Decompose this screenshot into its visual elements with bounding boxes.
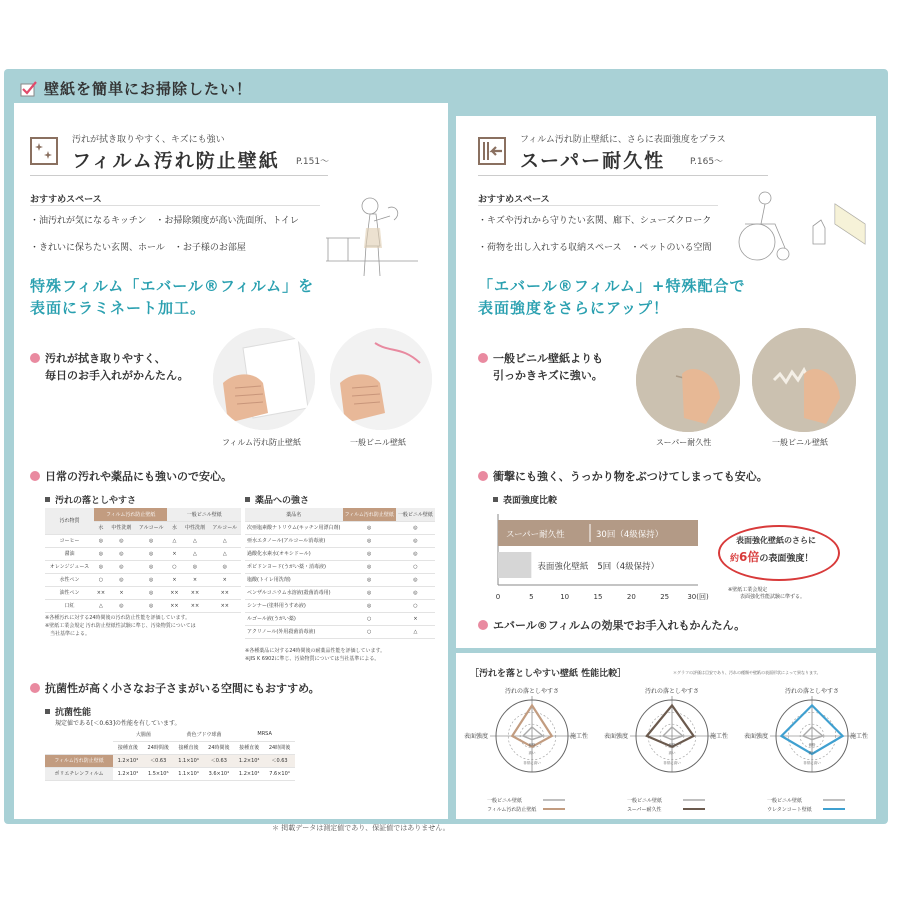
sparkle-icon — [30, 137, 58, 165]
radar-axis-label: 施工性 — [850, 733, 869, 740]
section-square — [245, 497, 250, 502]
bar-data-label: 30回（4級保持） — [596, 530, 664, 540]
x-tick-label: 25 — [660, 593, 670, 601]
table1-note-3: 当社基準による。 — [45, 631, 91, 637]
table-row: コーヒー ◎ ◎ ◎ △ △ △ — [45, 534, 241, 547]
table-row: 油性ペン ×× × ◎ ×× ×× ×× — [45, 586, 241, 599]
radar-axis-label: 表面強度 — [463, 733, 488, 740]
bar — [498, 552, 531, 578]
left-point3: 抗菌性が高く小さなお子さまがいる空間にもおすすめ。 — [45, 682, 320, 695]
bullet-dot — [30, 471, 40, 481]
radar-axis-label: 非常に高い — [523, 761, 541, 765]
bullet-dot — [478, 471, 488, 481]
table-subheader: 水 — [167, 521, 181, 534]
right-lead-2: 表面強度をさらにアップ！ — [478, 299, 669, 317]
radar-series-highlight — [647, 705, 694, 746]
footer-note: ＊ 掲載データは測定値であり、保証値ではありません。 — [272, 824, 450, 832]
vinyl-wallpaper-photo — [330, 328, 432, 430]
page-title: 壁紙を簡単にお掃除したい！ — [44, 80, 253, 98]
table-subheader: アルコール — [209, 521, 241, 534]
radar-axis-label: 非常に高い — [663, 761, 681, 765]
table1-note-2: ※壁紙工業会規定 汚れ防止壁紙性試験に準じ、汚染物質については — [45, 623, 196, 629]
table-row: 水性ペン ○ ◎ ◎ × × × — [45, 573, 241, 586]
table-header: フィルム汚れ防止壁紙 — [94, 508, 168, 521]
radar-axis-label: 汚れの落としやすさ — [504, 688, 560, 695]
antibacterial-table: 大腸菌 黄色ブドウ球菌 MRSA 接種直後 24時間後 接種直後 24時間後 接種直後 24時間後 フィルム汚れ防止壁紙 1.2×10⁴ ＜0.63 1.1×10⁴ ＜0.63 1.2×10⁴ ＜0.63 ポリエチレンフィルム 1.2×10⁴ 1.5×10⁶ 1.1×10⁴ 3.6×10⁴ 1.2×10⁴ 7.6×10⁴ — [45, 728, 295, 781]
radar-axis-label: 施工性 — [570, 733, 589, 740]
bar-category-label: 表面強化壁紙 — [537, 562, 589, 572]
right-subtitle: フィルム汚れ防止壁紙に、さらに表面強度をプラス — [520, 135, 726, 145]
right-point3: エバール®フィルムの効果でお手入れもかんたん。 — [493, 619, 746, 632]
stain-table — [45, 508, 241, 613]
table-subheader: アルコール — [135, 521, 167, 534]
table-row: シンナー(塗料用うすめ液) ◎ ○ — [245, 599, 435, 612]
table-header: 薬品名 — [245, 508, 343, 521]
super-durable-photo — [636, 328, 740, 432]
callout-prefix: 約 — [730, 554, 740, 564]
radar-axis-label: 高い — [528, 751, 536, 755]
table-row: 亜水エタノール(アルコール消毒液) ◎ ◎ — [245, 534, 435, 547]
right-space-1: ・キズや汚れから守りたい玄関、廊下、シューズクローク — [478, 216, 712, 226]
vinyl2-photo-caption: 一般ビニル壁紙 — [772, 438, 828, 447]
left-point1-a: 汚れが拭き取りやすく、 — [45, 352, 166, 365]
heading-underline — [30, 205, 320, 206]
radar-axis-label: 価格 — [528, 743, 536, 747]
right-space-2: ・荷物を出し入れする収納スペース ・ペットのいる空間 — [478, 243, 712, 253]
table-header: 黄色ブドウ球菌 — [174, 728, 235, 741]
x-tick-label: 15 — [593, 593, 603, 601]
callout-number: 6倍 — [739, 550, 760, 564]
table-header: 一般ビニル壁紙 — [167, 508, 241, 521]
table1-title: 汚れの落としやすさ — [55, 496, 137, 506]
table-row: ポビドンヨード(うがい薬・消毒液) ◎ ○ — [245, 560, 435, 573]
table-row: 過酸化水素水(オキシドール) ◎ ◎ — [245, 547, 435, 560]
left-page-ref: P.151〜 — [296, 157, 330, 167]
legend-label: スーパー耐久性 — [627, 807, 662, 813]
table-subheader: 水 — [94, 521, 108, 534]
right-point1-b: 引っかきキズに強い。 — [493, 369, 603, 382]
title-underline — [30, 175, 328, 176]
x-tick-label: 10 — [560, 593, 570, 601]
table-row: ポリエチレンフィルム 1.2×10⁴ 1.5×10⁶ 1.1×10⁴ 3.6×10⁴ 1.2×10⁴ 7.6×10⁴ — [45, 767, 295, 780]
table-row: ベンザルコニウム水溶液(殺菌消毒用) ◎ ◎ — [245, 586, 435, 599]
table-row: 塩酸(トイレ用洗剤) ◎ ◎ — [245, 573, 435, 586]
left-point2: 日常の汚れや薬品にも強いので安心。 — [45, 470, 232, 483]
title-underline — [478, 175, 768, 176]
callout-line-1: 表面強化壁紙のさらに — [736, 536, 816, 545]
section-square — [45, 709, 50, 714]
x-tick-label: 30(回) — [687, 593, 709, 601]
radar-axis-label: 価格 — [808, 743, 816, 747]
table2-note-2: ※JIS K 6902に準じ、汚染物質については当社基準による。 — [245, 656, 380, 662]
radar-axis-label: 表面強度 — [743, 733, 768, 740]
left-title: フィルム汚れ防止壁紙 — [72, 150, 280, 172]
x-tick-label: 20 — [626, 593, 636, 601]
film-photo-caption: フィルム汚れ防止壁紙 — [222, 438, 302, 447]
bullet-dot — [478, 620, 488, 630]
radar-note: ＊グラフの評価は目安であり、汚れの種類や壁紙の表面形状によって異なります。 — [673, 670, 821, 675]
table2-note-1: ※各種薬品に対する24時間後の耐薬品性能を評価しています。 — [245, 648, 386, 654]
left-spaces-heading: おすすめスペース — [30, 195, 102, 205]
table-header: 汚れ物質 — [45, 508, 94, 534]
checkmark-icon — [20, 80, 38, 98]
legend-label: ウレタンコート壁紙 — [767, 807, 812, 813]
section-square — [493, 497, 498, 502]
wheelchair-illustration — [725, 184, 870, 264]
table-header: 大腸菌 — [113, 728, 174, 741]
table-row: 醤油 ◎ ◎ ◎ × △ △ — [45, 547, 241, 560]
bullet-dot — [478, 353, 488, 363]
right-title: スーパー耐久性 — [520, 150, 666, 172]
radar-axis-label: 汚れの落としやすさ — [644, 688, 700, 695]
radar-series-base — [663, 727, 683, 740]
radar-axis-label: 高い — [808, 751, 816, 755]
legend-label: フィルム汚れ防止壁紙 — [487, 807, 537, 813]
bar-note-1: ※壁紙工業会規定 — [728, 587, 768, 593]
table-header: MRSA — [234, 728, 295, 741]
table-row: オレンジジュース ◎ ◎ ◎ ○ ◎ ◎ — [45, 560, 241, 573]
kitchen-illustration — [318, 176, 428, 286]
right-page-ref: P.165〜 — [690, 157, 724, 167]
callout-line-2 — [730, 548, 813, 565]
table-header: フィルム汚れ防止壁紙 — [343, 508, 396, 521]
left-point1-b: 毎日のお手入れがかんたん。 — [45, 369, 189, 382]
table-row: 口紅 △ ◎ ◎ ×× ×× ×× — [45, 599, 241, 612]
callout-suffix: の表面強度！ — [759, 554, 814, 564]
table-subheader: 中性洗剤 — [108, 521, 135, 534]
table1-note-1: ※各種汚れに対する24時間後の汚れ防止性能を評価しています。 — [45, 615, 191, 621]
table2-title: 薬品への強さ — [255, 496, 310, 506]
radar-axis-label: 非常に高い — [803, 761, 821, 765]
legend-label: 一般ビニル壁紙 — [627, 798, 663, 804]
legend-label: 一般ビニル壁紙 — [767, 798, 803, 804]
table-row: ルゴール液(うがい薬) ○ × — [245, 612, 435, 625]
radar-axis-label: 表面強度 — [603, 733, 628, 740]
vinyl-scratch-photo — [752, 328, 856, 432]
radar-series-base — [803, 727, 823, 740]
radar-series-base — [523, 727, 543, 740]
table-row: アクリノール(外用殺菌消毒液) ○ △ — [245, 625, 435, 638]
section-square — [45, 497, 50, 502]
radar-charts — [460, 684, 876, 819]
bar-data-label: 5回（4級保持） — [597, 562, 660, 572]
legend-label: 一般ビニル壁紙 — [487, 798, 523, 804]
table-row: 次亜塩素酸ナトリウム(キッチン用漂白剤) ◎ ◎ — [245, 521, 435, 534]
antibac-caption: 規定値である[＜0.63]の性能を有しています。 — [55, 720, 181, 727]
right-point2: 衝撃にも強く、うっかり物をぶつけてしまっても安心。 — [493, 470, 768, 483]
left-subtitle: 汚れが拭き取りやすく、キズにも強い — [72, 135, 225, 145]
film-wallpaper-photo — [213, 328, 315, 430]
bullet-dot — [30, 353, 40, 363]
radar-title: ［汚れを落としやすい壁紙 性能比較］ — [470, 669, 627, 679]
left-space-2: ・きれいに保ちたい玄関、ホール ・お子様のお部屋 — [30, 243, 246, 253]
shield-arrow-icon — [478, 137, 506, 165]
left-lead-1: 特殊フィルム「エバール®フィルム」を — [30, 277, 315, 295]
radar-axis-label: 施工性 — [710, 733, 729, 740]
bullet-dot — [30, 683, 40, 693]
antibac-title: 抗菌性能 — [55, 708, 92, 718]
radar-axis-label: 汚れの落としやすさ — [784, 688, 840, 695]
radar-axis-label: 価格 — [668, 743, 676, 747]
left-space-1: ・油汚れが気になるキッチン ・お掃除頻度が高い洗面所、トイレ — [30, 216, 299, 226]
right-point1-a: 一般ビニル壁紙よりも — [493, 352, 603, 365]
vinyl-photo-caption: 一般ビニル壁紙 — [350, 438, 406, 447]
right-lead-1: 「エバール®フィルム」+特殊配合で — [478, 277, 746, 295]
radar-axis-label: 高い — [668, 751, 676, 755]
bar-note-2: 表面強化性能試験に準ずる。 — [740, 594, 806, 600]
strength-bar-chart — [488, 510, 718, 605]
bar-chart-title: 表面強度比較 — [503, 496, 558, 506]
chemical-table — [245, 508, 435, 639]
x-tick-label: 5 — [529, 593, 534, 601]
super-photo-caption: スーパー耐久性 — [656, 438, 712, 447]
x-tick-label: 0 — [495, 593, 501, 601]
table-header: 一般ビニル壁紙 — [396, 508, 435, 521]
left-lead-2: 表面にラミネート加工。 — [30, 299, 207, 317]
heading-underline — [478, 205, 718, 206]
right-spaces-heading: おすすめスペース — [478, 195, 550, 205]
table-row: フィルム汚れ防止壁紙 1.2×10⁴ ＜0.63 1.1×10⁴ ＜0.63 1.2×10⁴ ＜0.63 — [45, 754, 295, 767]
bar-category-label: スーパー耐久性 — [506, 530, 565, 540]
table-subheader: 中性洗剤 — [181, 521, 208, 534]
